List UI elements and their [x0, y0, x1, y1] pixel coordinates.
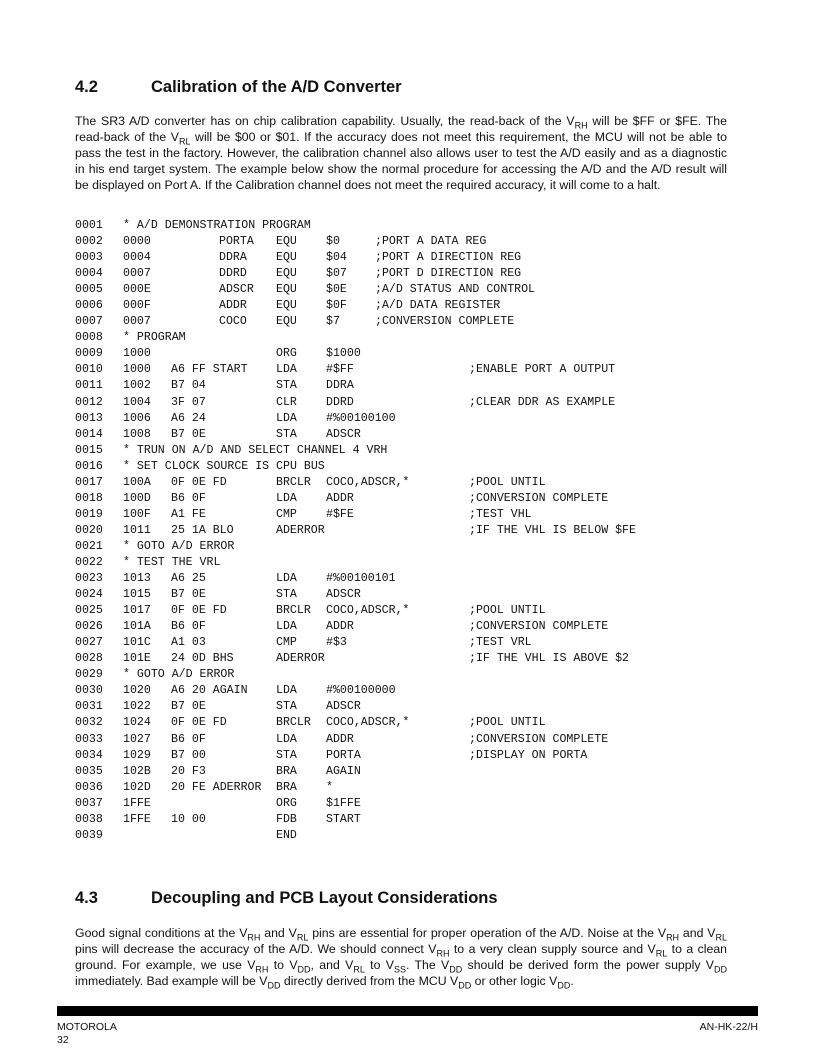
code-comment: ;IF THE VHL IS ABOVE $2	[469, 652, 630, 666]
code-bytes-label: B6 0F	[171, 620, 206, 634]
code-line-number: 0039	[75, 828, 103, 842]
subscript-text: DD	[714, 964, 727, 975]
code-line	[75, 813, 755, 829]
code-line-number: 0032	[75, 716, 103, 730]
code-address: 1000	[123, 347, 151, 361]
code-line	[75, 267, 755, 283]
code-mnemonic: EQU	[276, 267, 297, 281]
code-line	[75, 620, 755, 636]
code-address: 000F	[123, 299, 151, 313]
section-heading	[75, 78, 402, 97]
code-address: 1022	[123, 700, 151, 714]
code-symbol: ADSCR	[219, 283, 254, 297]
code-line	[75, 668, 755, 684]
code-operand: $7	[326, 315, 340, 329]
code-operand: COCO,ADSCR,*	[326, 716, 410, 730]
code-line	[75, 460, 755, 476]
code-line	[75, 765, 755, 781]
code-mnemonic: LDA	[276, 572, 297, 586]
code-comment: ;A/D DATA REGISTER	[375, 299, 501, 313]
code-mnemonic: STA	[276, 379, 297, 393]
code-address: 1FFE	[123, 812, 151, 826]
subscript-text: RL	[715, 932, 728, 943]
code-address: 102D	[123, 780, 151, 794]
code-comment: ;CONVERSION COMPLETE	[469, 491, 609, 505]
code-mnemonic: BRCLR	[276, 604, 311, 618]
code-bytes-label: A6 FF START	[171, 363, 248, 377]
code-address: 100D	[123, 491, 151, 505]
code-line-number: 0029	[75, 668, 103, 682]
subscript-text: RH	[255, 964, 269, 975]
code-line-number: 0025	[75, 604, 103, 618]
code-mnemonic: CLR	[276, 395, 297, 409]
code-address: 0007	[123, 315, 151, 329]
code-line-number: 0008	[75, 331, 103, 345]
code-comment-line: * TEST THE VRL	[123, 555, 221, 569]
code-address: 0007	[123, 267, 151, 281]
code-comment-line: * GOTO A/D ERROR	[123, 539, 235, 553]
code-line	[75, 781, 755, 797]
code-mnemonic: BRA	[276, 764, 297, 778]
code-address: 1000	[123, 363, 151, 377]
code-address: 1004	[123, 395, 151, 409]
code-line-number: 0038	[75, 812, 103, 826]
code-comment: ;CONVERSION COMPLETE	[469, 732, 609, 746]
code-line	[75, 684, 755, 700]
code-comment: ;POOL UNTIL	[469, 475, 546, 489]
code-operand: ADDR	[326, 491, 354, 505]
code-line-number: 0015	[75, 443, 103, 457]
code-line-number: 0027	[75, 636, 103, 650]
code-address: 1006	[123, 411, 151, 425]
code-line-number: 0035	[75, 764, 103, 778]
subscript-text: RL	[178, 136, 191, 147]
code-bytes-label: B7 04	[171, 379, 206, 393]
code-line-number: 0026	[75, 620, 103, 634]
code-comment: ;PORT A DIRECTION REG	[375, 251, 522, 265]
code-mnemonic: END	[276, 828, 297, 842]
code-line-number: 0031	[75, 700, 103, 714]
code-line	[75, 604, 755, 620]
code-mnemonic: ORG	[276, 347, 297, 361]
code-operand: ADSCR	[326, 588, 361, 602]
code-mnemonic: LDA	[276, 411, 297, 425]
code-mnemonic: CMP	[276, 507, 297, 521]
section-number: 4.3	[75, 889, 98, 907]
code-line	[75, 829, 755, 845]
code-line-number: 0001	[75, 219, 103, 232]
code-operand: $0F	[326, 299, 347, 313]
code-symbol: DDRA	[219, 251, 247, 265]
code-address: 1027	[123, 732, 151, 746]
subscript-text: DD	[297, 964, 311, 975]
code-line	[75, 716, 755, 732]
code-line	[75, 524, 755, 540]
code-line	[75, 749, 755, 765]
subscript-text: RL	[296, 932, 309, 943]
code-comment: ;POOL UNTIL	[469, 604, 546, 618]
subscript-text: RH	[436, 948, 450, 959]
code-line-number: 0023	[75, 572, 103, 586]
code-mnemonic: ADERROR	[276, 523, 325, 537]
document-id: AN-HK-22/H	[699, 1021, 758, 1033]
code-operand: $0E	[326, 283, 347, 297]
section-number: 4.2	[75, 78, 98, 96]
code-line	[75, 283, 755, 299]
code-address: 1013	[123, 572, 151, 586]
code-line	[75, 556, 755, 572]
subscript-text: RL	[353, 964, 365, 975]
code-mnemonic: CMP	[276, 636, 297, 650]
code-bytes-label: B7 00	[171, 748, 206, 762]
code-address: 100A	[123, 475, 151, 489]
body-paragraph: The SR3 A/D converter has on chip calibration capability. Usually, the read-back of the $V_{RH}$ will be $FF or $FE. The read-back of the $V_{RL}$ will be $00 or $01. If the accuracy does not meet this requirement, the MCU will not be able to pass the test in the factory. However, the calibration channel also allows user to test the A/D easily and as a diagnostic in his end target system. The example below show the normal procedure for accessing the A/D and the A/D result will be displayed on Port A. If the Calibration channel does not meet the required accuracy, it will come to a halt.	[75, 114, 727, 193]
code-line-number: 0030	[75, 684, 103, 698]
code-symbol: ADDR	[219, 299, 247, 313]
code-operand: #%00100100	[326, 411, 396, 425]
code-mnemonic: FDB	[276, 812, 297, 826]
code-address: 101C	[123, 636, 151, 650]
code-line	[75, 428, 755, 444]
code-line-number: 0006	[75, 299, 103, 313]
subscript-text: DD	[449, 964, 463, 975]
code-address: 0004	[123, 251, 151, 265]
code-bytes-label: 0F 0E FD	[171, 716, 227, 730]
code-operand: #%00100101	[326, 572, 396, 586]
code-symbol: DDRD	[219, 267, 247, 281]
code-mnemonic: BRCLR	[276, 716, 311, 730]
footer-right	[700, 1021, 758, 1034]
code-line	[75, 476, 755, 492]
code-line	[75, 412, 755, 428]
code-operand: $1FFE	[326, 796, 361, 810]
code-operand: ADDR	[326, 620, 354, 634]
code-bytes-label: A6 25	[171, 572, 206, 586]
code-mnemonic: BRA	[276, 780, 297, 794]
code-mnemonic: STA	[276, 748, 297, 762]
subscript-text: RH	[247, 932, 261, 943]
code-operand: COCO,ADSCR,*	[326, 475, 410, 489]
code-line-number: 0003	[75, 251, 103, 265]
section-title: Decoupling and PCB Layout Considerations	[151, 889, 498, 907]
code-comment: ;POOL UNTIL	[469, 716, 546, 730]
code-operand: #$3	[326, 636, 347, 650]
code-line-number: 0017	[75, 475, 103, 489]
code-comment: ;TEST VRL	[469, 636, 532, 650]
subscript-text: RH	[666, 932, 680, 943]
code-line-number: 0002	[75, 235, 103, 249]
code-address: 101E	[123, 652, 151, 666]
code-bytes-label: 3F 07	[171, 395, 206, 409]
code-line	[75, 315, 755, 331]
footer-rule	[57, 1006, 758, 1016]
code-operand: *	[326, 780, 333, 794]
code-operand: DDRA	[326, 379, 354, 393]
code-mnemonic: ADERROR	[276, 652, 325, 666]
code-bytes-label: B7 0E	[171, 427, 206, 441]
code-bytes-label: B6 0F	[171, 491, 206, 505]
code-comment-line: * TRUN ON A/D AND SELECT CHANNEL 4 VRH	[123, 443, 388, 457]
code-bytes-label: 25 1A BLO	[171, 523, 234, 537]
code-comment: ;CONVERSION COMPLETE	[375, 315, 515, 329]
code-line-number: 0036	[75, 780, 103, 794]
code-line-number: 0010	[75, 363, 103, 377]
code-line	[75, 508, 755, 524]
code-operand: #$FF	[326, 363, 354, 377]
code-mnemonic: LDA	[276, 684, 297, 698]
code-line	[75, 572, 755, 588]
code-line	[75, 331, 755, 347]
code-mnemonic: STA	[276, 588, 297, 602]
code-line-number: 0014	[75, 427, 103, 441]
code-line-number: 0005	[75, 283, 103, 297]
code-line	[75, 700, 755, 716]
code-line	[75, 540, 755, 556]
code-bytes-label: A1 03	[171, 636, 206, 650]
code-address: 101A	[123, 620, 151, 634]
code-mnemonic: EQU	[276, 251, 297, 265]
code-mnemonic: ORG	[276, 796, 297, 810]
code-line	[75, 444, 755, 460]
code-line	[75, 652, 755, 668]
code-line-number: 0020	[75, 523, 103, 537]
code-address: 1029	[123, 748, 151, 762]
section-title: Calibration of the A/D Converter	[151, 78, 402, 96]
code-line	[75, 251, 755, 267]
code-operand: COCO,ADSCR,*	[326, 604, 410, 618]
code-comment-line: * A/D DEMONSTRATION PROGRAM	[123, 219, 311, 232]
code-bytes-label: B7 0E	[171, 588, 206, 602]
subscript-text: DD	[557, 980, 571, 991]
code-address: 1024	[123, 716, 151, 730]
code-line	[75, 363, 755, 379]
code-address: 1020	[123, 684, 151, 698]
subscript-text: RL	[655, 948, 668, 959]
code-mnemonic: EQU	[276, 283, 297, 297]
code-address: 100F	[123, 507, 151, 521]
footer-company: MOTOROLA	[57, 1021, 117, 1033]
code-bytes-label: 20 FE ADERROR	[171, 780, 262, 794]
code-line-number: 0011	[75, 379, 103, 393]
code-line-number: 0007	[75, 315, 103, 329]
subscript-text: DD	[458, 980, 472, 991]
code-mnemonic: EQU	[276, 235, 297, 249]
code-mnemonic: EQU	[276, 299, 297, 313]
code-bytes-label: 20 F3	[171, 764, 206, 778]
code-bytes-label: B6 0F	[171, 732, 206, 746]
code-address: 102B	[123, 764, 151, 778]
code-bytes-label: 24 0D BHS	[171, 652, 234, 666]
code-bytes-label: B7 0E	[171, 700, 206, 714]
code-mnemonic: STA	[276, 427, 297, 441]
code-symbol: COCO	[219, 315, 247, 329]
code-line	[75, 733, 755, 749]
code-operand: ADSCR	[326, 427, 361, 441]
code-comment: ;IF THE VHL IS BELOW $FE	[469, 523, 636, 537]
code-mnemonic: LDA	[276, 491, 297, 505]
code-symbol: PORTA	[219, 235, 254, 249]
code-address: 1002	[123, 379, 151, 393]
code-comment: ;CONVERSION COMPLETE	[469, 620, 609, 634]
code-address: 1017	[123, 604, 151, 618]
code-line-number: 0009	[75, 347, 103, 361]
code-operand: START	[326, 812, 361, 826]
code-line-number: 0016	[75, 459, 103, 473]
code-line	[75, 797, 755, 813]
code-line	[75, 588, 755, 604]
code-line-number: 0004	[75, 267, 103, 281]
code-address: 1015	[123, 588, 151, 602]
code-address: 0000	[123, 235, 151, 249]
code-mnemonic: LDA	[276, 363, 297, 377]
code-comment: ;ENABLE PORT A OUTPUT	[469, 363, 616, 377]
code-comment: ;A/D STATUS AND CONTROL	[375, 283, 536, 297]
code-operand: ADDR	[326, 732, 354, 746]
code-line-number: 0022	[75, 555, 103, 569]
code-line-number: 0012	[75, 395, 103, 409]
code-mnemonic: EQU	[276, 315, 297, 329]
code-operand: AGAIN	[326, 764, 361, 778]
code-line-number: 0024	[75, 588, 103, 602]
code-line-number: 0018	[75, 491, 103, 505]
code-operand: PORTA	[326, 748, 361, 762]
section-heading	[75, 889, 498, 908]
code-line-number: 0019	[75, 507, 103, 521]
subscript-text: SS	[393, 964, 406, 975]
code-line	[75, 379, 755, 395]
code-line-number: 0013	[75, 411, 103, 425]
code-line-number: 0028	[75, 652, 103, 666]
code-bytes-label: 10 00	[171, 812, 206, 826]
code-comment: ;CLEAR DDR AS EXAMPLE	[469, 395, 616, 409]
code-line	[75, 219, 755, 235]
code-bytes-label: 0F 0E FD	[171, 604, 227, 618]
footer-left	[57, 1021, 117, 1047]
code-comment: ;PORT D DIRECTION REG	[375, 267, 522, 281]
code-line-number: 0021	[75, 539, 103, 553]
code-comment: ;DISPLAY ON PORTA	[469, 748, 588, 762]
code-mnemonic: BRCLR	[276, 475, 311, 489]
code-line	[75, 636, 755, 652]
code-mnemonic: STA	[276, 700, 297, 714]
code-address: 1011	[123, 523, 151, 537]
code-line-number: 0037	[75, 796, 103, 810]
code-line	[75, 347, 755, 363]
code-bytes-label: 0F 0E FD	[171, 475, 227, 489]
code-line	[75, 299, 755, 315]
code-line-number: 0034	[75, 748, 103, 762]
code-operand: #%00100000	[326, 684, 396, 698]
code-address: 000E	[123, 283, 151, 297]
code-operand: $1000	[326, 347, 361, 361]
page-number: 32	[57, 1034, 69, 1046]
code-bytes-label: A6 24	[171, 411, 206, 425]
code-comment: ;TEST VHL	[469, 507, 532, 521]
body-paragraph: Good signal conditions at the $V_{RH}$ and $V_{RL}$ pins are essential for proper operation of the A/D. Noise at the $V_{RH}$ and $V_{RL}$ pins will decrease the accuracy of the A/D. We should connect $V_{RH}$ to a very clean supply source and $V_{RL}$ to a clean ground. For example, we use $V_{RH}$ to $V_{DD}$, and $V_{RL}$ to $V_{SS}$. The $V_{DD}$ should be derived form the power supply $V_{DD}$ immediately. Bad example will be $V_{DD}$ directly derived from the MCU $V_{DD}$ or other logic $V_{DD}$.	[75, 926, 728, 991]
code-bytes-label: A1 FE	[171, 507, 206, 521]
code-address: 1008	[123, 427, 151, 441]
code-line	[75, 235, 755, 251]
code-line	[75, 492, 755, 508]
code-operand: DDRD	[326, 395, 354, 409]
subscript-text: DD	[267, 980, 281, 991]
code-comment-line: * GOTO A/D ERROR	[123, 668, 235, 682]
code-operand: $0	[326, 235, 340, 249]
code-listing	[75, 219, 755, 845]
code-comment-line: * PROGRAM	[123, 331, 186, 345]
code-mnemonic: LDA	[276, 620, 297, 634]
subscript-text: RH	[574, 120, 588, 131]
code-line	[75, 396, 755, 412]
code-comment: ;PORT A DATA REG	[375, 235, 487, 249]
code-bytes-label: A6 20 AGAIN	[171, 684, 248, 698]
code-comment-line: * SET CLOCK SOURCE IS CPU BUS	[123, 459, 325, 473]
code-operand: $07	[326, 267, 347, 281]
code-address: 1FFE	[123, 796, 151, 810]
code-operand: #$FE	[326, 507, 354, 521]
code-mnemonic: LDA	[276, 732, 297, 746]
code-line-number: 0033	[75, 732, 103, 746]
code-operand: ADSCR	[326, 700, 361, 714]
code-operand: $04	[326, 251, 347, 265]
